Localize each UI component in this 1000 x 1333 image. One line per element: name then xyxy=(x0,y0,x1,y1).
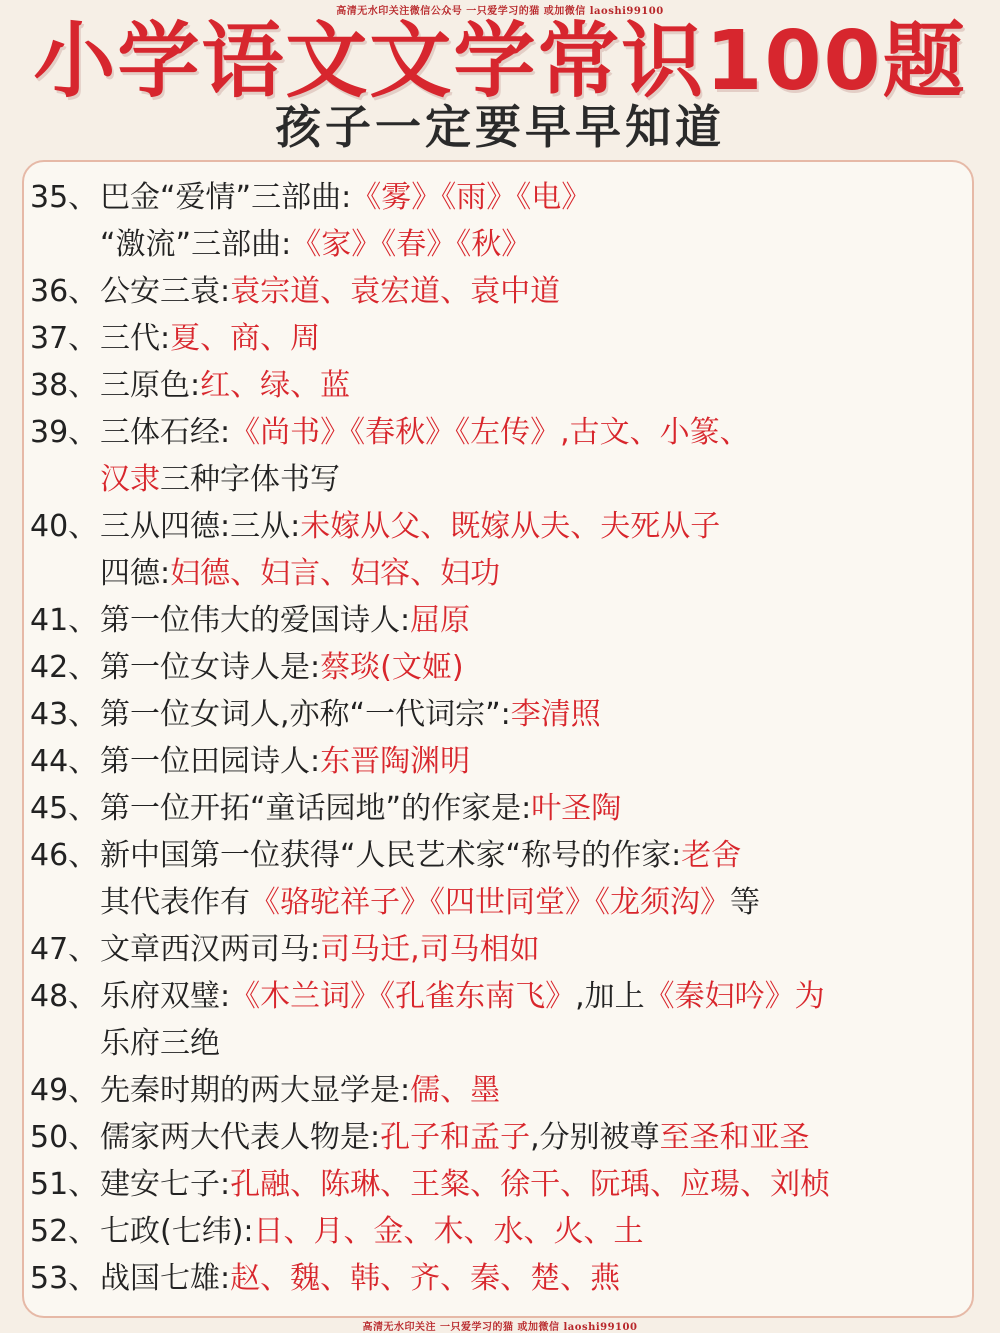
answer-text: 《木兰词》《孔雀东南飞》 xyxy=(230,979,576,1014)
item-number: 49、 xyxy=(30,1073,99,1108)
item-number: 44、 xyxy=(30,744,99,779)
question-text: “激流”三部曲: xyxy=(100,227,292,262)
item-number: 40、 xyxy=(30,509,99,544)
answer-text: 叶圣陶 xyxy=(531,791,622,826)
answer-text: 《雾》《雨》《电》 xyxy=(351,180,592,215)
list-item xyxy=(30,503,980,550)
list-item xyxy=(30,832,980,879)
list-item xyxy=(30,1161,980,1208)
question-text: 建安七子: xyxy=(100,1167,231,1202)
item-number: 37、 xyxy=(30,321,99,356)
question-text: 其代表作有 xyxy=(100,885,250,920)
list-item xyxy=(30,268,980,315)
list-item xyxy=(30,362,980,409)
item-number: 46、 xyxy=(30,838,99,873)
question-text: 四德: xyxy=(100,556,171,591)
watermark-bottom: 高清无水印关注 一只爱学习的猫 或加微信 laoshi99100 xyxy=(362,1322,638,1333)
list-item xyxy=(30,409,980,456)
item-number: 50、 xyxy=(30,1120,99,1155)
question-text: 三体石经: xyxy=(100,415,231,450)
answer-text: 蔡琰(文姬) xyxy=(320,650,464,685)
page-subtitle: 孩子一定要早早知道 xyxy=(275,100,725,154)
question-list xyxy=(30,174,980,1302)
answer-text: 屈原 xyxy=(410,603,471,638)
answer-text: 司马迁,司马相如 xyxy=(320,932,540,967)
list-item xyxy=(30,1255,980,1302)
question-text: 新中国第一位获得“人民艺术家“称号的作家: xyxy=(100,838,682,873)
item-number: 41、 xyxy=(30,603,99,638)
answer-text: 夏、商、周 xyxy=(170,321,321,356)
list-item-continuation xyxy=(30,1020,980,1067)
list-item xyxy=(30,973,980,1020)
list-item xyxy=(30,1114,980,1161)
answer-text: 孔融、陈琳、王粲、徐干、阮瑀、应瑒、刘桢 xyxy=(230,1167,831,1202)
answer-text: 赵、魏、韩、齐、秦、楚、燕 xyxy=(230,1261,621,1296)
answer-text: 红、绿、蓝 xyxy=(200,368,351,403)
list-item xyxy=(30,691,980,738)
list-item xyxy=(30,1208,980,1255)
answer-text: 未嫁从父、既嫁从夫、夫死从子 xyxy=(300,509,721,544)
question-text: 第一位女诗人是: xyxy=(100,650,321,685)
question-text: 乐府三绝 xyxy=(100,1026,220,1061)
answer-text: 李清照 xyxy=(510,697,601,732)
question-text: 先秦时期的两大显学是: xyxy=(100,1073,411,1108)
list-item xyxy=(30,597,980,644)
item-number: 47、 xyxy=(30,932,99,967)
answer-text: 《家》《春》《秋》 xyxy=(291,227,532,262)
item-number: 42、 xyxy=(30,650,99,685)
answer-text: 汉隶 xyxy=(100,462,160,497)
list-item xyxy=(30,315,980,362)
question-text: 巴金“爱情”三部曲: xyxy=(100,180,352,215)
answer-text: 《秦妇吟》为 xyxy=(644,979,825,1014)
list-item xyxy=(30,644,980,691)
list-item xyxy=(30,1067,980,1114)
list-item-continuation xyxy=(30,550,980,597)
answer-text: 《骆驼祥子》《四世同堂》《龙须沟》 xyxy=(250,885,730,920)
question-text: 第一位女词人,亦称“一代词宗”: xyxy=(100,697,511,732)
list-item-continuation xyxy=(30,879,980,926)
question-text: 乐府双璧: xyxy=(100,979,231,1014)
item-number: 53、 xyxy=(30,1261,99,1296)
question-text: 战国七雄: xyxy=(100,1261,231,1296)
list-item xyxy=(30,785,980,832)
item-number: 52、 xyxy=(30,1214,99,1249)
answer-text: 妇德、妇言、妇容、妇功 xyxy=(170,556,501,591)
item-number: 48、 xyxy=(30,979,99,1014)
item-number: 51、 xyxy=(30,1167,99,1202)
list-item xyxy=(30,738,980,785)
answer-text: 日、月、金、木、水、火、土 xyxy=(253,1214,644,1249)
question-text: 公安三袁: xyxy=(100,274,231,309)
answer-text: 至圣和亚圣 xyxy=(659,1120,810,1155)
question-text: 第一位开拓“童话园地”的作家是: xyxy=(100,791,532,826)
list-item-continuation xyxy=(30,456,980,503)
question-text: 儒家两大代表人物是: xyxy=(100,1120,381,1155)
answer-text: 老舍 xyxy=(681,838,742,873)
item-number: 38、 xyxy=(30,368,99,403)
answer-text: 袁宗道、袁宏道、袁中道 xyxy=(230,274,561,309)
item-number: 36、 xyxy=(30,274,99,309)
page-title: 小学语文文学常识100题 xyxy=(33,14,967,109)
item-number: 39、 xyxy=(30,415,99,450)
question-text: 第一位田园诗人: xyxy=(100,744,321,779)
answer-text: 《尚书》《春秋》《左传》,古文、小篆、 xyxy=(230,415,750,450)
question-text: 文章西汉两司马: xyxy=(100,932,321,967)
question-text: 七政(七纬): xyxy=(100,1214,254,1249)
question-text: ,分别被尊 xyxy=(530,1120,660,1155)
question-text: 三代: xyxy=(100,321,171,356)
list-item xyxy=(30,174,980,221)
question-text: 第一位伟大的爱国诗人: xyxy=(100,603,411,638)
question-text: 三种字体书写 xyxy=(160,462,340,497)
list-item xyxy=(30,926,980,973)
question-text: 三从四德:三从: xyxy=(100,509,301,544)
item-number: 35、 xyxy=(30,180,99,215)
item-number: 43、 xyxy=(30,697,99,732)
item-number: 45、 xyxy=(30,791,99,826)
watermark-top: 高清无水印关注微信公众号 一只爱学习的猫 或加微信 laoshi99100 xyxy=(336,6,664,17)
question-text: 等 xyxy=(730,885,760,920)
answer-text: 儒、墨 xyxy=(410,1073,501,1108)
list-item-continuation xyxy=(30,221,980,268)
question-text: 三原色: xyxy=(100,368,201,403)
question-text: ,加上 xyxy=(575,979,645,1014)
answer-text: 东晋陶渊明 xyxy=(320,744,471,779)
answer-text: 孔子和孟子 xyxy=(380,1120,531,1155)
